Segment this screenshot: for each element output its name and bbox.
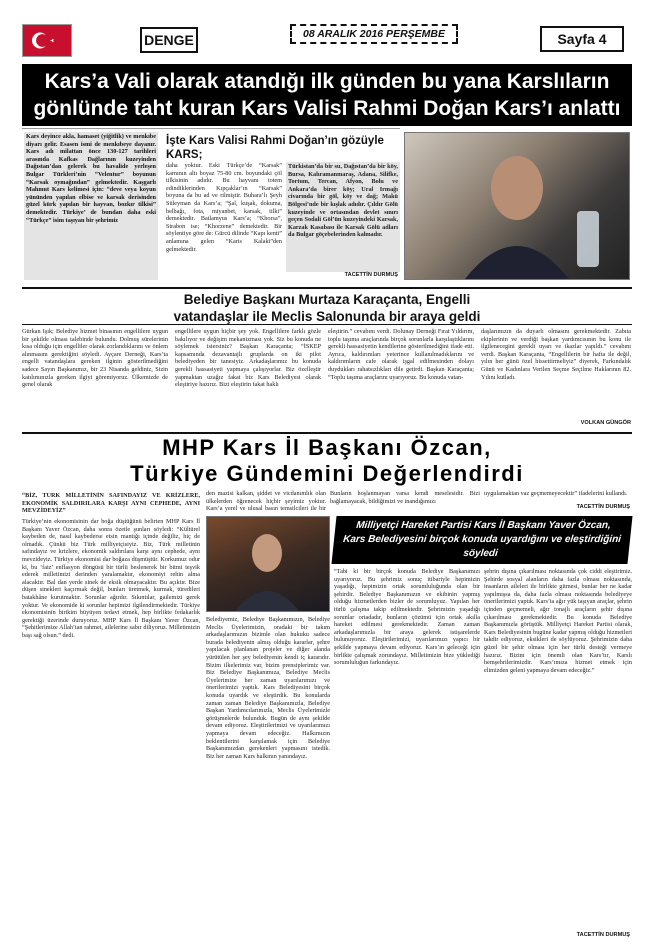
story1-headline [22,64,632,126]
story3-headline-line1: MHP Kars İl Başkanı Özcan, [162,435,492,460]
date-box [290,24,458,44]
story2-headline [22,287,632,325]
story1-signature: TACETTİN DURMUŞ [344,272,398,278]
story3-col1: Türkiye’nin ekonomisinin dar boğa düştüğünü belirten MHP Kars İl Başkanı Yaver Özcan, daha sonra özetle şunları söyledi: “Kültürel kaybeden de, nasıl kaybederse etsin mantığı içinde değiliz, hiç de olmadık. Çünkü biz Türk milliyetçisiyiz. Biz, Türk milletinin safındayız ve krizlere, ekonomik saldırılara karşı aynı cephede, aynı mevzideyiz. Türkiye ekonomisi dar boğaza düşmüştür. Korkumuz odur ki, bu ‘faiz’ enflasyon döngüsü bir türlü beslenerek bir bitmi teşvik ederek milletimizi derinden yaralamaktır, ekonomiyi rehin alma alacaktır. Bal dan yerde sinek de eksik olmayacaktır. Bu açıktır. Bize düşen sinekleri kaçırmak değil, bunları üretmek, kurmak, türedileri batakhâne kurutmaktır. Sorunlar ağırdır. Sıkıntılar, gailemizi gerek yoktur. Ve ekonomide ki sorunlar hepimizi ilgilendirmektedir. Türkiye ekonomisinin birikim büyüyen tedavi etmek, hep birlikte fedakarlık gerektiği üzerinde duruyoruz. MHP Kars İl Başkanı Yaver Özcan, “Şehitlerimize Allah’tan rahmet, ailelerine sabır diliyoruz. Milletimizin başı sağ olsun.” dedi. [22,518,200,639]
story2-col1: Gürkan Işık; Belediye hizmet binasının engellilere uygun bir şekilde olması talebinde bulundu. Dolmuş sürelerinin kısa olduğu için engelliler olarak zorlandıklarını ve önlem alınmasını gerektiğini söyledi. Ayçare Derneği, Kars’ta engelli vatandaşlara gereken ilginin gösterilmediğini sadece Sayın Başkanımız, bir 23 Nisanda geldiniz, Sizin katılımınızla gereken ilgiyi göremiyoruz. Ülkemizde de genel olarak [22,328,168,389]
story3-inner-signature: TACETTİN DURMUŞ [576,932,630,938]
page-number: Sayfa 4 [557,31,607,47]
story1-col3: Türkistan’da bir su, Dağıstan’da bir köy, Bursa, Kahramanmaraş, Adana, Silifke, Tortum, Tercan, Afyon, Bolu ve Ankara’da birer köy; Ural Irmağı civarında bir göl, köy ve dağ; Makü Bölgesi’nde bir kışlak adıdır. Çıldır Gölü kuzeyinde ve ortasından devlet sınırı geçen Sodali Göl’ün kuzeyindeki Karsak, Karzak Kasabası ile Karsak Gölü adları da Bulgar göçebelerinden kalmadır. [286,162,400,272]
story2-col4: daşlarımızın da duyarlı olmasını gerekmektedir. Zabıta ekiplerinin ve verdiği başkan yardımcısının bu konu ile ilgilenecegini gerekli uyarı ve ikazlar yapıldı.” cevabını verdi. Başkan Karaçanta, “Engellilerin bir hafta ile değil, yılın her günü özel hissettirmeliyiz” diyerek, Farkındalık Günü ve Kadınlara Verilen Seçme Seçilme Haklarının 82. Yılını kutladı. [481,328,631,381]
story3-col4: şehrin dışına çıkarılması noktasında çok ciddi eleştirimiz. Şehirde sosyal alanların daha fazla olması noktasında, insanların aileleri ile birlikte gitmesi, bunlar her ne kadar yapılmışsa da, daha fazla olması noktasında belediyeye önerilerimizi yaptık. Kars’ta ağır yük taşıyan araçlar, şehrin içinden geçmemeli, ağır tonajlı araçların şehir dışına çıkarılması gerekmektedir. Bu konuda Belediye Başkanımızla görüştük. Milliyetçi Hareket Partisi olarak, Kars Belediyesinin bugüne kadar yapmış olduğu hizmetleri takdir ediyoruz, eksikleri de söylüyoruz. Şehrimizin daha güzel bir şehir olması için her türlü desteği vermeye hazırız. Bizim için önemli olan Kars’tır, Karslı hemşehrilerimizdir. Kars’ımıza hizmet etmek için elimizden geleni yapmaya devam edeceğiz.” [484,568,632,674]
governor-photo [404,132,630,280]
page-number-box [540,26,624,52]
turkish-flag-icon [22,24,72,57]
story3-inner-headline-line1: Milliyetçi Hareket Partisi Kars İl Başkanı Yaver Özcan, [355,520,612,531]
issue-date: 08 ARALIK 2016 PERŞEMBE [303,28,445,40]
story2-col3: eleştirin.” cevabını verdi. Dolunay Derneği Fırat Yıldırım, toplu taşıma araçlarında birçok sorunlarla karşılaştıklarını gerekli hassasiyetin kendilerine gösterilmediğini ifade etti. Ayrıca, kaldırımları yeterince kullanılmadıklarını ve kaldırımların cafe olarak işgal edilmesinden dolayı duydukları rahatsızlıkları dile getirdi. Başkan Karaçanta; “Toplu taşıma araçlarını uyarıyoruz. Bu konuda vatan- [328,328,474,381]
story2-headline-line1: Belediye Başkanı Murtaza Karaçanta, Engelli [183,292,471,307]
paper-name: DENGE [144,32,194,48]
story3-col3-top: Bunların hoşlanmayan varsa kendi meselesidir. Bizi bağlamayacak, bildiğimizi ve inandığımızı [330,490,480,505]
story2-signature: VOLKAN GÜNGÖR [580,420,631,426]
story3-inner-headline-line2: Kars Belediyesini birçok konuda uyardığını ve eleştirdiğini söyledi [342,534,622,559]
story3-col4-top: uygulamaktan vaz geçmemeyecektir” ifadelerini kullandı. [484,490,628,497]
story3-col3: “Tabi ki bir birçok konuda Belediye Başkanımızı uyarıyoruz. Bu şehrimiz sonuç itibariyle hepimizin yaşadığı, hepimizin ortak sorumluluğunda olan bir şehirdir. Belediye Başkanımızın ve ekibinin yapmış olduğu hizmetlerden bizler de sorumluyuz. Yapılan her türlü çalışma takip edilmektedir. Şehrimizin yaşadığı sorunlar ortadadır, bunların çözümü için ortak akılla hareket edilmesi gerekmektedir. Zaman zaman arkadaşlarımızla bir araya gelerek istişarelerde bulunuyoruz. Eleştirilerimizi, uyarılarımızı yapıcı bir şekilde yapmaya devam ediyoruz. Kars’ın geleceği için birlikte çalışmak zorundayız. Milletimizin bize yüklediği sorumluluğun farkındayız. [334,568,480,667]
story1-col1: Kars deyince akla, hamaset (yiğitlik) ve menkıbe diyarı gelir. Esasen ismi de menkıbeye dayanır. Kars adı milattan önce 130-127 tarihleri arasında Kafkas Dağlarının kuzeyinden Dağıstan’dan gelerek bu havalide yerleşen Bulgar Türkleri’nin “Velentur” boyunun “Karsak oymağından” gelmektedir. Kaşgarlı Mahmut Kars kelimesi için: “deve veya koyun yününden yapılan elbise ve karsak derisinden güzel kürk yapılan bir hayvan, bozkır tilkisi” demektedir. Türkiye’ de bundan daha eski “Türkçe” isim taşıyan bir şehrimiz [24,132,158,280]
story3-col2: Belediyemiz, Belediye Başkanımızın, Belediye Meclis Üyelerimizin, oradaki bir takım arkadaşlarımızın bizimle olan hukuku sadece burada belediyenin almış olduğu kararlar, şehre yapılacak planlanan projeler ve diğer alanda yürütülen her şey belediyenin kendi iç kararıdır. Bizim ilkelerimiz var, bizim prensiplerimiz var. Biz Belediye Başkanımıza, Belediye Meclis Üyelerimize her zaman uyarılarımızı ve önerilerimizi yaptık. Kars Belediyesini birçok konuda uyardık ve eleştirdik. Bu konularda zaman zaman Belediye Başkanımızla, Belediye Başkan Yardımcılarımızla, Meclis Üyelerimizle görüşmelerde bulunduk. Bugün de aynı şekilde devam ediyoruz. Eleştirilerimizi ve uyarılarımızı yapmaya devam edeceğiz. Halkımızın beklentilerini karşılamak için Belediye Başkanımızdan gerekenleri yapmasını istedik. Biz her zaman Kars halkının yanındayız. [206,616,330,760]
story3-inner-headline [331,516,632,564]
provincial-chairman-photo [206,516,330,612]
story3-signature: TACETTİN DURMUŞ [576,504,630,510]
story1-headline-line1: Kars’a Vali olarak atandığı ilk günden bu yana Karslıların [44,70,610,93]
story2-col2: engellilere uygun hiçbir şey yok. Engellilere farklı gözle bakılıyor ve değişim mekanizması yok. Siz bu konuda ne söylemek istersiniz? Başkan Karaçanta; “İSKEP kapsamında dezavantajlı gruplarda on iki pilot belediyeden bir tanesiyiz. Arkadaşlarımız bu konuda gerekli hassasiyeti yapmaya çalışıyorlar. Biz özelleştir yapmaktan uzağız fakat biz Kars Belediyesi olarak eleştiriye hazırız. Bizi eleştirin fakat haklı [175,328,321,389]
story1-col2: daha yoktur. Eski Türkçe’de “Karsak” karnının altı boyaz 75-80 cm. boyundaki çöl tilkisinin adıdır. Bu hayvanı totem edindiklerinden Kıpçaklar’ın “Karsak” boyuna da bu ad ve rilmiştir. Buhara’lı Şeyh Süleyman da Kars’a; “Şal, kuşak, dokuma, belbağı, fota, miyanbet, karsak, tilki” demektedir. Batlamyus Kars’a; “Khorsa”, Strabon ise; “Khorzene” demektedir. Bir söylentiye göre de: Gürcü dilinde “Kapı kenti” anlamına gelen “Karis Kalaki”den gelmektedir. [166,162,282,253]
story3-headline [22,432,632,488]
story1-headline-line2: gönlünde taht kuran Kars Valisi Rahmi Doğan Kars’ı anlattı [33,97,621,120]
story3-col2-top: den mazisi kalkan, şiddet ve vicdanımlık olan ülkelerden öğrenecek hiçbir şeyimiz yoktur. Kars’a yerel ve ulusal basın temsilcileri ile bir [206,490,326,512]
story2-headline-line2: vatandaşlar ile Meclis Salonunda bir araya geldi [173,309,481,324]
paper-name-box [140,27,198,53]
story1-subhead: İşte Kars Valisi Rahmi Doğan’ın gözüyle KARS; [166,135,384,161]
story3-lead-quote: “BİZ, TÜRK MİLLETİNİN SAFINDAYIZ VE KRİZLERE, EKONOMİK SALDIRILARA KARŞI AYNI CEPHEDE, AYNI MEVZİDEYİZ” [22,492,200,515]
story3-headline-line2: Türkiye Gündemini Değerlendirdi [130,461,524,486]
